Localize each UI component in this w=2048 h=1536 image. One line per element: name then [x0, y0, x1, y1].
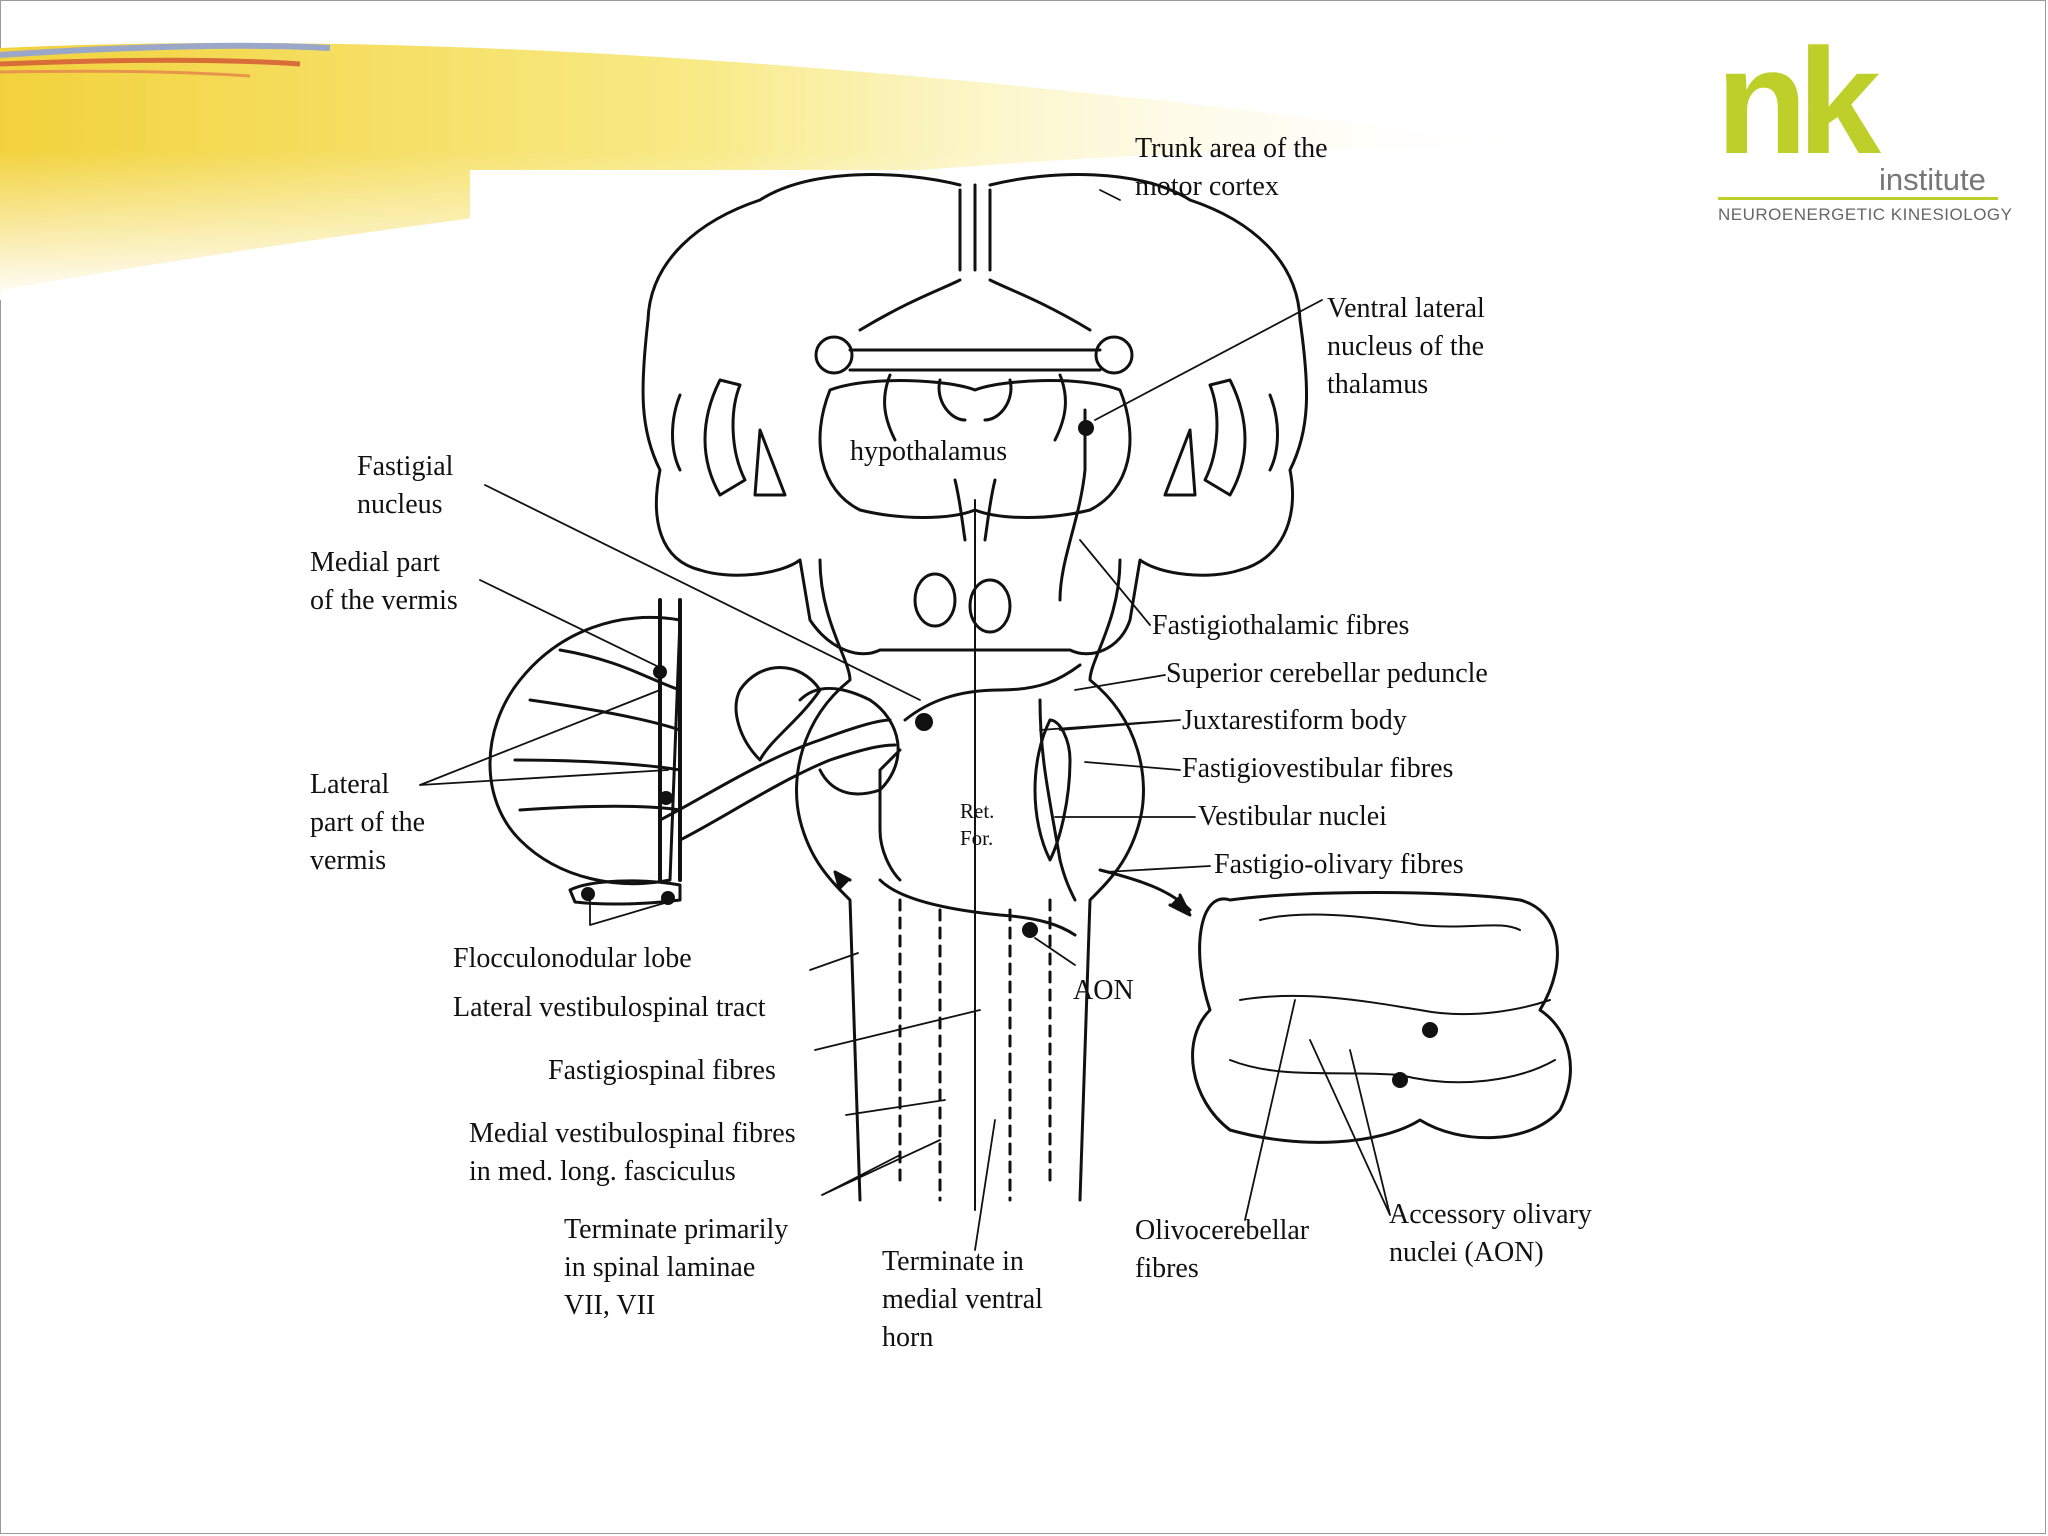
- label-lateral-vermis: Lateral part of the vermis: [310, 769, 426, 876]
- label-trunk-motor-cortex: Trunk area of the motor cortex: [1135, 133, 1328, 202]
- label-fastigial-nucleus: Fastigial nucleus: [357, 451, 454, 520]
- logo-word: institute: [1879, 162, 1986, 197]
- label-fastigio-olivary-fibres: Fastigio-olivary fibres: [1214, 849, 1464, 880]
- label-fastigiovestibular-fibres: Fastigiovestibular fibres: [1182, 753, 1454, 784]
- label-fastigiothalamic-fibres: Fastigiothalamic fibres: [1152, 610, 1410, 641]
- label-aon: AON: [1073, 975, 1134, 1006]
- label-accessory-olivary-nuclei: Accessory olivary nuclei (AON): [1389, 1199, 1592, 1268]
- label-vestibular-nuclei: Vestibular nuclei: [1198, 801, 1387, 832]
- label-ventral-lateral-nucleus: Ventral lateral nucleus of the thalamus: [1327, 293, 1485, 400]
- label-terminate-medial-ventral-horn: Terminate in medial ventral horn: [882, 1246, 1043, 1353]
- label-lateral-vestibulospinal-tract: Lateral vestibulospinal tract: [453, 992, 766, 1023]
- label-medial-vermis: Medial part of the vermis: [310, 547, 458, 616]
- label-medial-vestibulospinal-fibres: Medial vestibulospinal fibres in med. long. fasciculus: [469, 1118, 796, 1187]
- label-flocculonodular-lobe: Flocculonodular lobe: [453, 943, 692, 974]
- cerebellum: [490, 618, 680, 884]
- label-reticular-formation: Ret. For.: [960, 799, 995, 850]
- label-hypothalamus: hypothalamus: [850, 436, 1008, 467]
- logo-subtitle: NEUROENERGETIC KINESIOLOGY: [1718, 205, 2013, 224]
- label-olivocerebellar-fibres: Olivocerebellar fibres: [1135, 1215, 1310, 1284]
- label-juxtarestiform-body: Juxtarestiform body: [1182, 705, 1407, 736]
- label-terminate-spinal-laminae: Terminate primarily in spinal laminae VII, VII: [564, 1214, 789, 1321]
- logo-mark: nk: [1716, 17, 1872, 185]
- label-superior-cerebellar-peduncle: Superior cerebellar peduncle: [1166, 658, 1488, 689]
- medulla-section: [1193, 893, 1571, 1143]
- label-fastigiospinal-fibres: Fastigiospinal fibres: [548, 1055, 776, 1086]
